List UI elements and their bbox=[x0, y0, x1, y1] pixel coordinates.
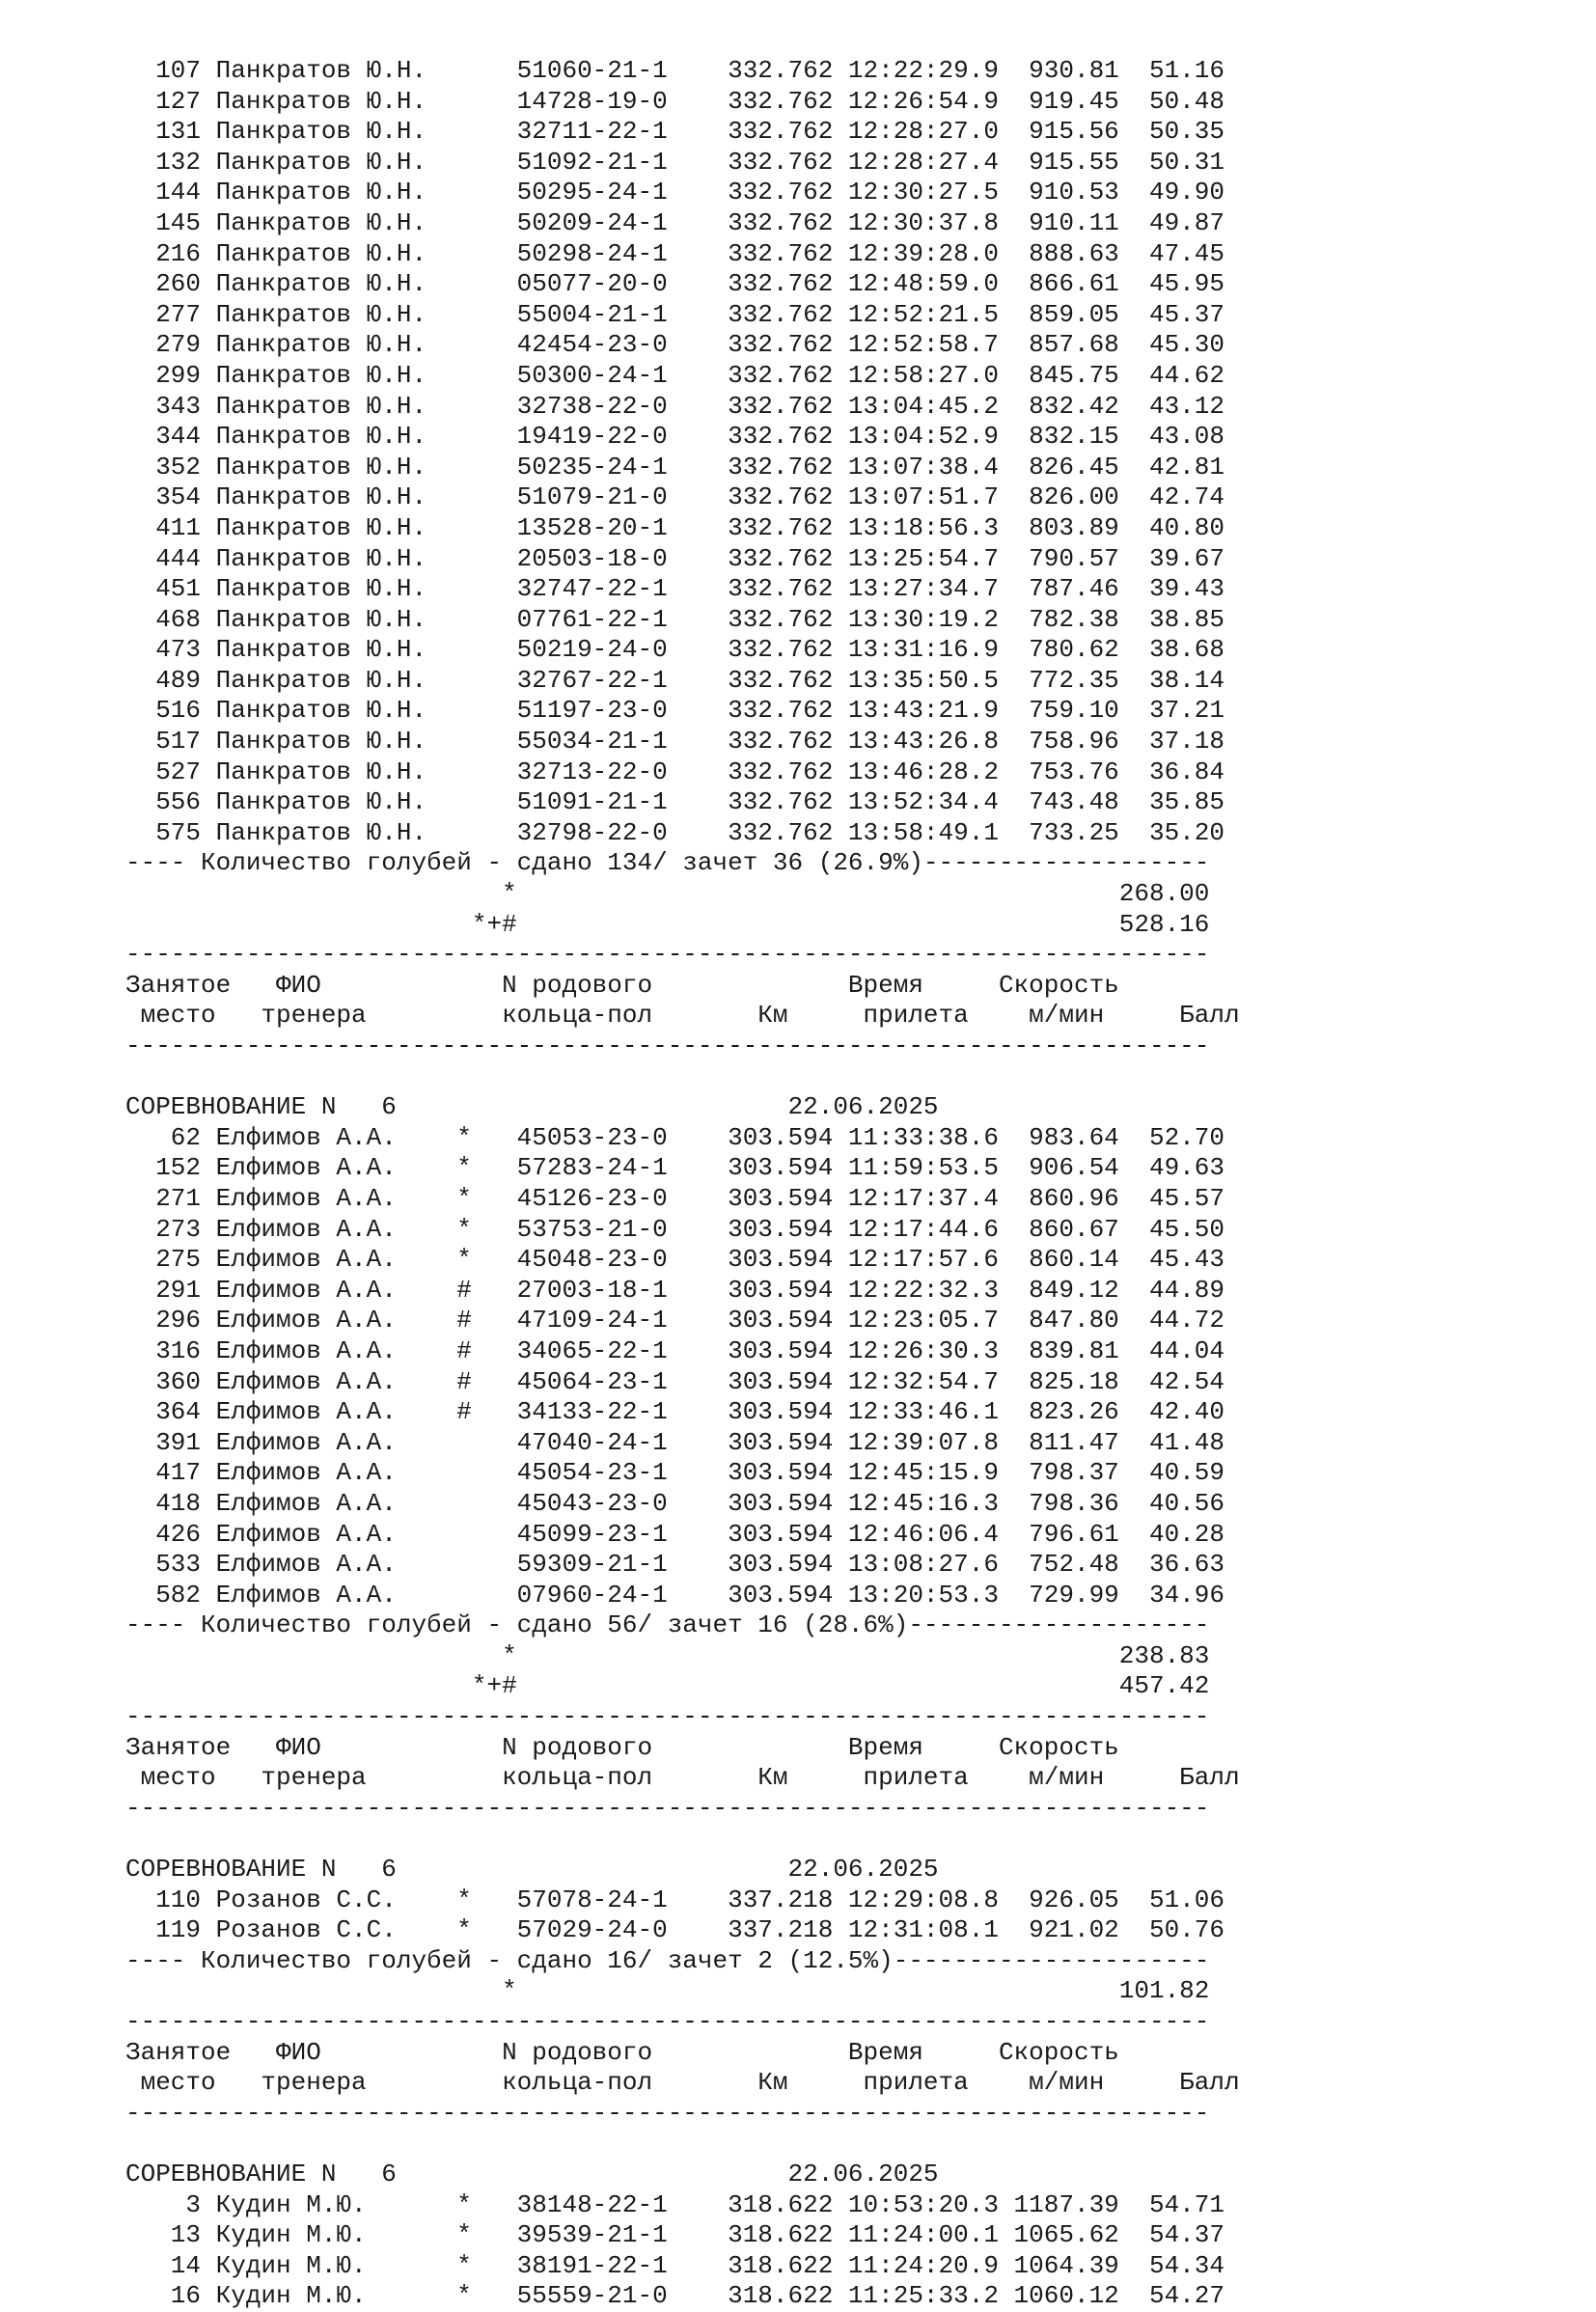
report-line: 516 Панкратов Ю.Н. 51197-23-0 332.762 13:43:21.9 759.10 37.21 bbox=[125, 696, 1225, 726]
report-line: 343 Панкратов Ю.Н. 32738-22-0 332.762 13:04:45.2 832.42 43.12 bbox=[125, 391, 1225, 421]
report-line: ------------------------------------------------------------------------ bbox=[125, 1032, 1210, 1060]
report-line: место тренера кольца-пол Км прилета м/мин Балл bbox=[125, 2068, 1240, 2098]
report-line: 411 Панкратов Ю.Н. 13528-20-1 332.762 13:18:56.3 803.89 40.80 bbox=[125, 512, 1225, 542]
report-line: 296 Елфимов А.А. # 47109-24-1 303.594 12:23:05.7 847.80 44.72 bbox=[125, 1306, 1225, 1335]
report-line: 451 Панкратов Ю.Н. 32747-22-1 332.762 13:27:34.7 787.46 39.43 bbox=[125, 574, 1225, 604]
report-line: 145 Панкратов Ю.Н. 50209-24-1 332.762 12:30:37.8 910.11 49.87 bbox=[125, 207, 1225, 237]
report-line: 144 Панкратов Ю.Н. 50295-24-1 332.762 12:30:27.5 910.53 49.90 bbox=[125, 178, 1225, 207]
report-line: 444 Панкратов Ю.Н. 20503-18-0 332.762 13:25:54.7 790.57 39.67 bbox=[125, 543, 1225, 573]
report-line: 344 Панкратов Ю.Н. 19419-22-0 332.762 13:04:52.9 832.15 43.08 bbox=[125, 422, 1225, 452]
report-line: 271 Елфимов А.А. * 45126-23-0 303.594 12:17:37.4 860.96 45.57 bbox=[125, 1183, 1225, 1213]
report-line: 364 Елфимов А.А. # 34133-22-1 303.594 12:33:46.1 823.26 42.40 bbox=[125, 1397, 1225, 1427]
report-line: СОРЕВНОВАНИЕ N 6 22.06.2025 bbox=[125, 1855, 939, 1885]
report-line: 316 Елфимов А.А. # 34065-22-1 303.594 12:26:30.3 839.81 44.04 bbox=[125, 1335, 1225, 1365]
report-line: *+# 528.16 bbox=[125, 909, 1210, 939]
report-line: 575 Панкратов Ю.Н. 32798-22-0 332.762 13:58:49.1 733.25 35.20 bbox=[125, 817, 1225, 847]
report-line: 473 Панкратов Ю.Н. 50219-24-0 332.762 13:31:16.9 780.62 38.68 bbox=[125, 635, 1225, 665]
report-line: 533 Елфимов А.А. 59309-21-1 303.594 13:08:27.6 752.48 36.63 bbox=[125, 1550, 1225, 1580]
report-line: 354 Панкратов Ю.Н. 51079-21-0 332.762 13:07:51.7 826.00 42.74 bbox=[125, 482, 1225, 512]
report-line: ------------------------------------------------------------------------ bbox=[125, 1702, 1210, 1732]
report-line: 110 Розанов С.С. * 57078-24-1 337.218 12:29:08.8 926.05 51.06 bbox=[125, 1885, 1225, 1914]
report-line: 107 Панкратов Ю.Н. 51060-21-1 332.762 12:22:29.9 930.81 51.16 bbox=[125, 56, 1225, 85]
report-line: 291 Елфимов А.А. # 27003-18-1 303.594 12:22:32.3 849.12 44.89 bbox=[125, 1275, 1225, 1305]
report-line: место тренера кольца-пол Км прилета м/мин Балл bbox=[125, 1001, 1240, 1031]
report-line: 132 Панкратов Ю.Н. 51092-21-1 332.762 12:28:27.4 915.55 50.31 bbox=[125, 147, 1225, 177]
report-line: Занятое ФИО N родового Время Скорость bbox=[125, 1732, 1119, 1762]
report-line: 131 Панкратов Ю.Н. 32711-22-1 332.762 12:28:27.0 915.56 50.35 bbox=[125, 117, 1225, 147]
report-line: 14 Кудин М.Ю. * 38191-22-1 318.622 11:24:20.9 1064.39 54.34 bbox=[125, 2250, 1225, 2280]
report-line: Занятое ФИО N родового Время Скорость bbox=[125, 2037, 1119, 2067]
report-line: * 238.83 bbox=[125, 1640, 1210, 1670]
report-line: 216 Панкратов Ю.Н. 50298-24-1 332.762 12:39:28.0 888.63 47.45 bbox=[125, 238, 1225, 268]
report-line: 273 Елфимов А.А. * 53753-21-0 303.594 12:17:44.6 860.67 45.50 bbox=[125, 1214, 1225, 1244]
report-line: 426 Елфимов А.А. 45099-23-1 303.594 12:46:06.4 796.61 40.28 bbox=[125, 1519, 1225, 1549]
report-line: Занятое ФИО N родового Время Скорость bbox=[125, 970, 1119, 1000]
report-line: СОРЕВНОВАНИЕ N 6 22.06.2025 bbox=[125, 1092, 939, 1122]
report-line: ---- Количество голубей - сдано 16/ зачет 2 (12.5%)--------------------- bbox=[125, 1945, 1210, 1975]
report-line: 16 Кудин М.Ю. * 55559-21-0 318.622 11:25:33.2 1060.12 54.27 bbox=[125, 2281, 1225, 2311]
report-line: *+# 457.42 bbox=[125, 1671, 1210, 1701]
report-line: 119 Розанов С.С. * 57029-24-0 337.218 12:31:08.1 921.02 50.76 bbox=[125, 1915, 1225, 1945]
report-line: 275 Елфимов А.А. * 45048-23-0 303.594 12:17:57.6 860.14 45.43 bbox=[125, 1245, 1225, 1275]
report-line: 556 Панкратов Ю.Н. 51091-21-1 332.762 13:52:34.4 743.48 35.85 bbox=[125, 787, 1225, 817]
report-line: 517 Панкратов Ю.Н. 55034-21-1 332.762 13:43:26.8 758.96 37.18 bbox=[125, 727, 1225, 757]
report-line: 152 Елфимов А.А. * 57283-24-1 303.594 11:59:53.5 906.54 49.63 bbox=[125, 1153, 1225, 1183]
report-line: * 268.00 bbox=[125, 879, 1210, 909]
report-line: 489 Панкратов Ю.Н. 32767-22-1 332.762 13:35:50.5 772.35 38.14 bbox=[125, 665, 1225, 695]
report-line: 3 Кудин М.Ю. * 38148-22-1 318.622 10:53:20.3 1187.39 54.71 bbox=[125, 2189, 1225, 2219]
report-line: ------------------------------------------------------------------------ bbox=[125, 1793, 1210, 1823]
report-line: 418 Елфимов А.А. 45043-23-0 303.594 12:45:16.3 798.36 40.56 bbox=[125, 1488, 1225, 1518]
report-line: 468 Панкратов Ю.Н. 07761-22-1 332.762 13:30:19.2 782.38 38.85 bbox=[125, 604, 1225, 634]
report-line: 279 Панкратов Ю.Н. 42454-23-0 332.762 12:52:58.7 857.68 45.30 bbox=[125, 330, 1225, 360]
report-line: ---- Количество голубей - сдано 56/ зачет 16 (28.6%)-------------------- bbox=[125, 1610, 1210, 1640]
report-line: ------------------------------------------------------------------------ bbox=[125, 2098, 1210, 2128]
report-line: СОРЕВНОВАНИЕ N 6 22.06.2025 bbox=[125, 2159, 939, 2188]
report-line: 360 Елфимов А.А. # 45064-23-1 303.594 12:32:54.7 825.18 42.54 bbox=[125, 1366, 1225, 1396]
report-line bbox=[125, 1824, 1240, 1855]
report-line: 62 Елфимов А.А. * 45053-23-0 303.594 11:33:38.6 983.64 52.70 bbox=[125, 1122, 1225, 1152]
report-line: 352 Панкратов Ю.Н. 50235-24-1 332.762 13:07:38.4 826.45 42.81 bbox=[125, 452, 1225, 482]
report-line: 260 Панкратов Ю.Н. 05077-20-0 332.762 12:48:59.0 866.61 45.95 bbox=[125, 269, 1225, 299]
report-line: 417 Елфимов А.А. 45054-23-1 303.594 12:45:15.9 798.37 40.59 bbox=[125, 1458, 1225, 1488]
report-line: ---- Количество голубей - сдано 134/ зачет 36 (26.9%)------------------- bbox=[125, 848, 1210, 878]
report-line: 391 Елфимов А.А. 47040-24-1 303.594 12:39:07.8 811.47 41.48 bbox=[125, 1427, 1225, 1457]
report-line: 527 Панкратов Ю.Н. 32713-22-0 332.762 13:46:28.2 753.76 36.84 bbox=[125, 757, 1225, 786]
report-line: * 101.82 bbox=[125, 1976, 1210, 2006]
report-line: 127 Панкратов Ю.Н. 14728-19-0 332.762 12:26:54.9 919.45 50.48 bbox=[125, 86, 1225, 116]
report-line: 277 Панкратов Ю.Н. 55004-21-1 332.762 12:52:21.5 859.05 45.37 bbox=[125, 299, 1225, 329]
report-line bbox=[125, 1062, 1240, 1093]
report-line: 299 Панкратов Ю.Н. 50300-24-1 332.762 12:58:27.0 845.75 44.62 bbox=[125, 360, 1225, 390]
report-line: ------------------------------------------------------------------------ bbox=[125, 940, 1210, 970]
report-line bbox=[125, 2129, 1240, 2160]
report-line: 13 Кудин М.Ю. * 39539-21-1 318.622 11:24:00.1 1065.62 54.37 bbox=[125, 2220, 1225, 2250]
report-line: место тренера кольца-пол Км прилета м/мин Балл bbox=[125, 1763, 1240, 1793]
report-line: ------------------------------------------------------------------------ bbox=[125, 2007, 1210, 2036]
results-printout bbox=[125, 56, 1240, 2312]
report-line: 582 Елфимов А.А. 07960-24-1 303.594 13:20:53.3 729.99 34.96 bbox=[125, 1580, 1225, 1610]
